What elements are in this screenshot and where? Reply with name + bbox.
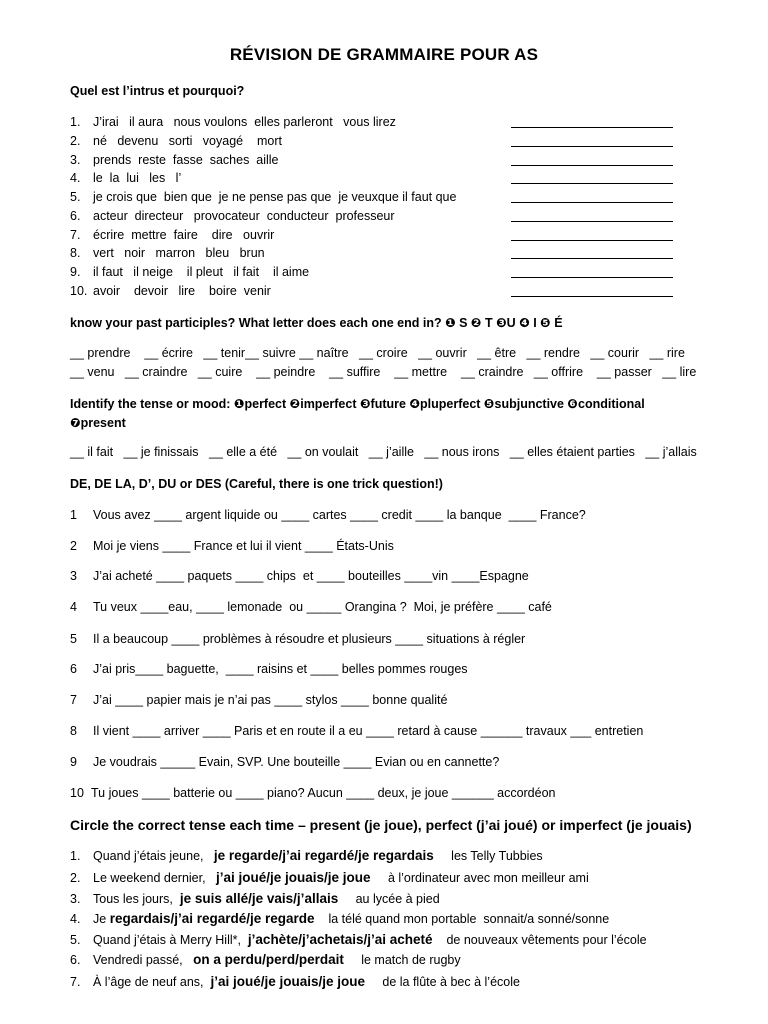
item-number: 4.: [70, 171, 81, 185]
item-number: 5: [70, 632, 77, 646]
item-number: 7: [70, 693, 77, 707]
tense-choices[interactable]: j’ai joué/je jouais/je joue: [210, 974, 365, 989]
item-pre-text: Le weekend dernier,: [93, 871, 206, 885]
item-number: 9: [70, 755, 77, 769]
answer-line[interactable]: [511, 240, 673, 241]
item-text: je crois que bien que je ne pense pas que je veuxque il faut que: [93, 190, 457, 204]
item-text: Je voudrais _____ Evain, SVP. Une bouteille ____ Evian ou en cannette?: [93, 755, 500, 769]
item-pre-text: Quand j’étais jeune,: [93, 849, 204, 863]
item-pre-text: À l’âge de neuf ans,: [93, 975, 204, 989]
page-title: RÉVISION DE GRAMMAIRE POUR AS: [229, 45, 539, 64]
item-number: 7.: [70, 975, 81, 989]
item-number: 6.: [70, 953, 81, 967]
item-text: acteur directeur provocateur conducteur professeur: [93, 209, 395, 223]
item-post-text: à l’ordinateur avec mon meilleur ami: [387, 871, 589, 885]
item-number: 3: [70, 569, 77, 583]
answer-line[interactable]: [511, 127, 673, 128]
item-number: 4.: [70, 912, 81, 926]
item-text: le la lui les l’: [93, 171, 182, 185]
item-text: né devenu sorti voyagé mort: [93, 134, 282, 148]
answer-line[interactable]: [511, 258, 673, 259]
item-post-text: de la flûte à bec à l’école: [382, 975, 520, 989]
section3-heading-line2: ❼present: [70, 416, 126, 430]
answer-line[interactable]: [511, 221, 673, 222]
answer-line[interactable]: [511, 296, 673, 297]
item-text: Il vient ____ arriver ____ Paris et en route il a eu ____ retard à cause ______ travaux ___ entretien: [93, 724, 644, 738]
item-number: 2.: [70, 134, 81, 148]
item-text: Il a beaucoup ____ problèmes à résoudre et plusieurs ____ situations à régler: [93, 632, 526, 646]
item-text: il faut il neige il pleut il fait il aime: [93, 265, 310, 279]
section3-heading-line1: Identify the tense or mood: ❶perfect ❷imperfect ❸future ❹pluperfect ❺subjunctive ❻conditional: [70, 397, 645, 411]
participles-line-1: __ prendre __ écrire __ tenir__ suivre __ naître __ croire __ ouvrir __ être __ rendre __ courir __ rire: [70, 346, 685, 360]
item-text: écrire mettre faire dire ouvrir: [93, 228, 275, 242]
item-post-text: le match de rugby: [361, 953, 461, 967]
item-number: 3.: [70, 892, 81, 906]
answer-line[interactable]: [511, 183, 673, 184]
tense-choices[interactable]: je regarde/j’ai regardé/je regardais: [213, 848, 434, 863]
section2-heading: know your past participles? What letter does each one end in? ❶ S ❷ T ❸U ❹ I ❺ É: [70, 316, 563, 330]
item-text: avoir devoir lire boire venir: [93, 284, 271, 298]
item-pre-text: Je: [93, 912, 107, 926]
item-text: J’ai acheté ____ paquets ____ chips et ____ bouteilles ____vin ____Espagne: [93, 569, 529, 583]
item-text: vert noir marron bleu brun: [93, 246, 265, 260]
item-pre-text: Vendredi passé,: [93, 953, 183, 967]
item-post-text: au lycée à pied: [355, 892, 440, 906]
answer-line[interactable]: [511, 202, 673, 203]
item-number: 1.: [70, 115, 81, 129]
item-number: 8.: [70, 246, 81, 260]
item-text: Vous avez ____ argent liquide ou ____ cartes ____ credit ____ la banque ____ France?: [93, 508, 586, 522]
item-text: Tu joues ____ batterie ou ____ piano? Aucun ____ deux, je joue ______ accordéon: [91, 786, 556, 800]
tense-choices[interactable]: je suis allé/je vais/j’allais: [179, 891, 339, 906]
item-text: J’ai ____ papier mais je n’ai pas ____ stylos ____ bonne qualité: [93, 693, 448, 707]
item-number: 6.: [70, 209, 81, 223]
item-number: 1.: [70, 849, 81, 863]
item-text: J’ai pris____ baguette, ____ raisins et ____ belles pommes rouges: [93, 662, 468, 676]
tense-line: __ il fait __ je finissais __ elle a été __ on voulait __ j’aille __ nous irons __ elles étaient parties __ j’allais: [70, 445, 697, 459]
item-number: 6: [70, 662, 77, 676]
tense-choices[interactable]: j’ai joué/je jouais/je joue: [216, 870, 371, 885]
item-number: 9.: [70, 265, 81, 279]
item-pre-text: Quand j’étais à Merry Hill*,: [93, 933, 241, 947]
section4-heading: DE, DE LA, D’, DU or DES (Careful, there is one trick question!): [70, 477, 443, 491]
item-pre-text: Tous les jours,: [93, 892, 173, 906]
answer-line[interactable]: [511, 165, 673, 166]
item-post-text: les Telly Tubbies: [451, 849, 543, 863]
item-text: prends reste fasse saches aille: [93, 153, 279, 167]
item-number: 1: [70, 508, 77, 522]
item-number: 2.: [70, 871, 81, 885]
tense-choices[interactable]: j’achète/j’achetais/j’ai acheté: [247, 932, 433, 947]
item-number: 4: [70, 600, 77, 614]
item-number: 5.: [70, 190, 81, 204]
tense-choices[interactable]: on a perdu/perd/perdait: [193, 952, 344, 967]
item-number: 10.: [70, 284, 88, 298]
section5-heading: Circle the correct tense each time – present (je joue), perfect (j’ai joué) or imperfect (je jouais): [70, 817, 692, 833]
item-post-text: de nouveaux vêtements pour l’école: [446, 933, 647, 947]
item-text: Tu veux ____eau, ____ lemonade ou _____ Orangina ? Moi, je préfère ____ café: [93, 600, 552, 614]
item-number: 5.: [70, 933, 81, 947]
participles-line-2: __ venu __ craindre __ cuire __ peindre __ suffire __ mettre __ craindre __ offrire __ passer __ lire: [70, 365, 697, 379]
item-number: 8: [70, 724, 77, 738]
item-number: 10: [70, 786, 84, 800]
section1-heading: Quel est l’intrus et pourquoi?: [70, 84, 245, 98]
item-post-text: la télé quand mon portable sonnait/a sonné/sonne: [328, 912, 610, 926]
tense-choices[interactable]: regardais/j’ai regardé/je regarde: [109, 911, 315, 926]
answer-line[interactable]: [511, 277, 673, 278]
item-text: Moi je viens ____ France et lui il vient ____ États-Unis: [93, 539, 394, 553]
item-number: 2: [70, 539, 77, 553]
item-number: 3.: [70, 153, 81, 167]
item-text: J’irai il aura nous voulons elles parleront vous lirez: [93, 115, 396, 129]
answer-line[interactable]: [511, 146, 673, 147]
item-number: 7.: [70, 228, 81, 242]
